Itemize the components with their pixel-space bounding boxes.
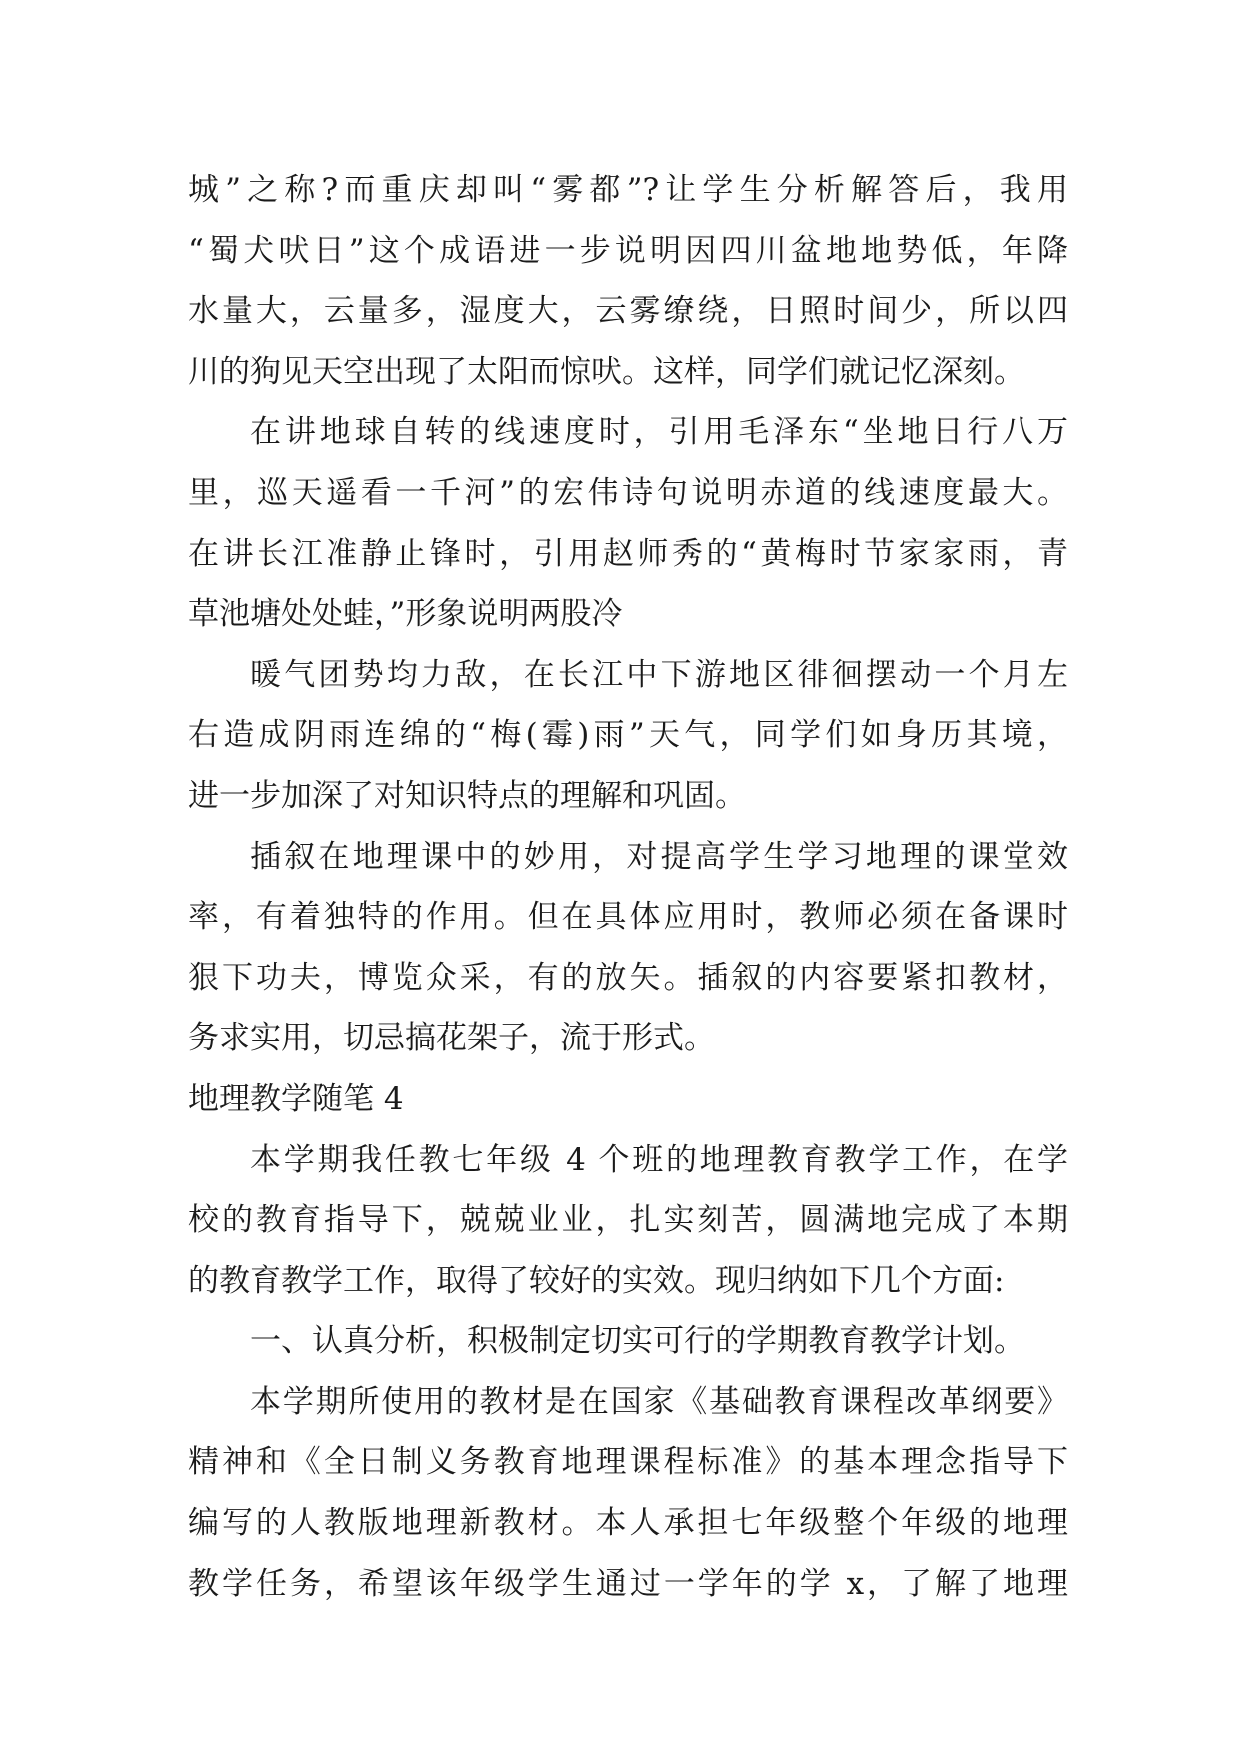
text-line: 本学期所使用的教材是在国家《基础教育课程改革纲要》 bbox=[250, 1383, 1068, 1420]
text-line: 草池塘处处蛙，”形象说明两股冷 bbox=[188, 596, 623, 633]
text-line: 在讲地球自转的线速度时，引用毛泽东“坐地日行八万 bbox=[250, 414, 1068, 451]
text-line: 务求实用，切忌搞花架子，流于形式。 bbox=[188, 1020, 715, 1057]
text-line: 狠下功夫，博览众采，有的放矢。插叙的内容要紧扣教材， bbox=[188, 959, 1068, 996]
text-line: “蜀犬吠日”这个成语进一步说明因四川盆地地势低，年降 bbox=[188, 232, 1068, 269]
text-line: 右造成阴雨连绵的“梅(霉)雨”天气，同学们如身历其境， bbox=[188, 717, 1068, 754]
text-line: 精神和《全日制义务教育地理课程标准》的基本理念指导下 bbox=[188, 1444, 1068, 1481]
text-line: 进一步加深了对知识特点的理解和巩固。 bbox=[188, 777, 746, 814]
text-line: 校的教育指导下，兢兢业业，扎实刻苦，圆满地完成了本期 bbox=[188, 1202, 1068, 1239]
text-line: 一、认真分析，积极制定切实可行的学期教育教学计划。 bbox=[250, 1323, 1025, 1360]
text-line: 城”之称?而重庆却叫“雾都”?让学生分析解答后，我用 bbox=[188, 172, 1068, 208]
text-line: 里，巡天遥看一千河”的宏伟诗句说明赤道的线速度最大。 bbox=[188, 474, 1068, 511]
text-line: 编写的人教版地理新教材。本人承担七年级整个年级的地理 bbox=[188, 1505, 1068, 1542]
text-line: 本学期我任教七年级 4 个班的地理教育教学工作，在学 bbox=[250, 1141, 1068, 1178]
text-line: 在讲长江准静止锋时，引用赵师秀的“黄梅时节家家雨，青 bbox=[188, 535, 1068, 572]
text-line: 暖气团势均力敌，在长江中下游地区徘徊摆动一个月左 bbox=[250, 656, 1068, 693]
text-line: 的教育教学工作，取得了较好的实效。现归纳如下几个方面: bbox=[188, 1262, 1005, 1299]
section-heading: 地理教学随笔 4 bbox=[188, 1080, 404, 1117]
document-body bbox=[188, 160, 1068, 1614]
text-line: 率，有着独特的作用。但在具体应用时，教师必须在备课时 bbox=[188, 899, 1068, 936]
text-line: 川的狗见天空出现了太阳而惊吠。这样，同学们就记忆深刻。 bbox=[188, 353, 1025, 390]
text-line: 插叙在地理课中的妙用，对提高学生学习地理的课堂效 bbox=[250, 838, 1068, 875]
text-line: 水量大，云量多，湿度大，云雾缭绕，日照时间少，所以四 bbox=[188, 293, 1068, 330]
text-line: 教学任务，希望该年级学生通过一学年的学 x，了解了地理 bbox=[188, 1565, 1068, 1602]
